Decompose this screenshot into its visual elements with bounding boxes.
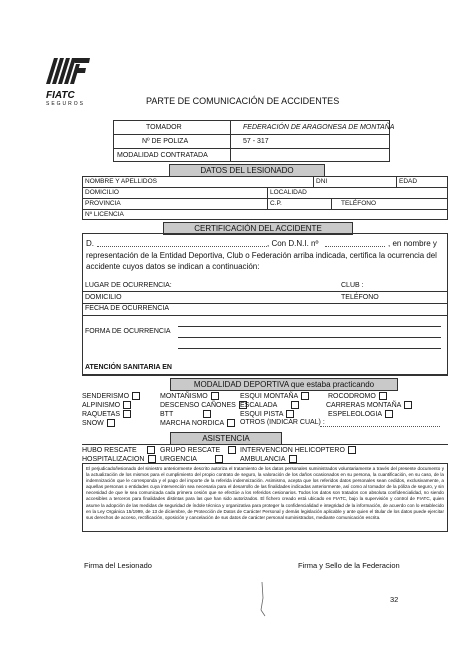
mod-escalada-label: ESCALADA (240, 401, 278, 409)
injured-table (82, 176, 448, 220)
assist-group-checkbox[interactable] (228, 446, 236, 454)
certification-section-header: CERTIFICACIÓN DEL ACCIDENTE (163, 222, 353, 235)
modality-section-header: MODALIDAD DEPORTIVA que estaba practicando (170, 378, 398, 391)
cert-phone-label: TELÉFONO (341, 294, 379, 301)
cert-line2: representación de la Entidad Deportiva, Club o Federación arriba indicada, certifica la ocurrencia del (86, 251, 437, 260)
mod-carreras-label: CARRERAS MONTAÑA (326, 401, 402, 409)
assist-rescue[interactable] (82, 446, 155, 455)
address-field-label: DOMICILIO (85, 189, 119, 196)
assist-ambulance-label: AMBULANCIA (240, 455, 286, 463)
phone-field-label: TELÉFONO (341, 200, 377, 207)
age-field-label: EDAD (399, 178, 418, 185)
mod-otros[interactable] (240, 419, 325, 427)
place-label: LUGAR DE OCURRENCIA: (85, 282, 172, 289)
mod-esqui-pista-label: ESQUI PISTA (240, 410, 284, 418)
assist-heli[interactable] (240, 446, 356, 455)
mod-montanismo-label: MONTAÑISMO (160, 392, 208, 400)
mod-descenso[interactable] (160, 401, 247, 410)
certification-box (82, 233, 448, 376)
assist-heli-label: INTERVENCION HELICOPTERO (240, 446, 345, 454)
town-field-label: LOCALIDAD (270, 189, 307, 196)
assist-heli-checkbox[interactable] (348, 446, 356, 454)
fiatc-logo-mark (44, 56, 92, 86)
mod-btt-checkbox[interactable] (203, 410, 211, 418)
assist-hosp-label: HOSPITALIZACION (82, 455, 145, 463)
mod-esqui-montana-label: ESQUI MONTAÑA (240, 392, 299, 400)
mod-btt[interactable] (160, 410, 211, 419)
assist-ambulance-checkbox[interactable] (289, 455, 297, 463)
mod-marcha-checkbox[interactable] (227, 419, 235, 427)
mod-snow[interactable] (82, 419, 115, 428)
license-field-label: Nº LICENCIA (85, 211, 124, 218)
mod-esqui-pista[interactable] (240, 410, 294, 419)
injured-section-header: DATOS DEL LESIONADO (169, 164, 325, 177)
mod-alpinismo[interactable] (82, 401, 131, 410)
mod-montanismo[interactable] (160, 392, 219, 401)
assist-hosp-checkbox[interactable] (148, 455, 156, 463)
logo-subtitle: SEGUROS (46, 101, 86, 107)
cert-d-label: D. (86, 239, 94, 248)
mod-alpinismo-checkbox[interactable] (123, 401, 131, 409)
assist-urgency-label: URGENCIA (160, 455, 197, 463)
mod-rocodromo-checkbox[interactable] (379, 392, 387, 400)
club-label: CLUB : (341, 282, 364, 289)
mod-marcha-label: MARCHA NORDICA (160, 419, 225, 427)
mod-senderismo-label: SENDERISMO (82, 392, 130, 400)
cert-tail-text: , en nombre y (388, 239, 437, 248)
mod-carreras[interactable] (326, 401, 412, 410)
logo-brand: FIATC (46, 90, 75, 101)
policy-holder-label: TOMADOR (146, 124, 182, 131)
pen-mark (255, 580, 269, 620)
assist-group-label: GRUPO RESCATE (160, 446, 221, 454)
policy-holder-value: FEDERACIÓN DE ARAGONESA DE MONTAÑA (243, 124, 395, 131)
mod-espeleologia-label: ESPELEOLOGIA (328, 410, 383, 418)
mod-senderismo-checkbox[interactable] (132, 392, 140, 400)
policy-number-value: 57 - 317 (243, 138, 269, 145)
mod-otros-label: OTROS (INDICAR CUAL) : (240, 419, 325, 426)
care-label: ATENCIÓN SANITARIA EN (85, 364, 172, 371)
mod-descenso-label: DESCENSO CAÑONES (160, 401, 236, 409)
mod-otros-input[interactable] (320, 426, 440, 427)
mod-marcha[interactable] (160, 419, 235, 428)
mod-esqui-montana-checkbox[interactable] (301, 392, 309, 400)
province-field-label: PROVINCIA (85, 200, 121, 207)
policy-table (113, 120, 395, 162)
mod-raquetas-label: RAQUETAS (82, 410, 120, 418)
mod-btt-label: BTT (160, 410, 174, 418)
assistance-section-header: ASISTENCIA (170, 432, 282, 445)
mod-montanismo-checkbox[interactable] (211, 392, 219, 400)
mod-senderismo[interactable] (82, 392, 140, 401)
mod-espeleologia-checkbox[interactable] (385, 410, 393, 418)
page-number: 32 (390, 595, 399, 604)
mod-raquetas[interactable] (82, 410, 131, 419)
cert-dni-label: , Con D.N.I. nº (267, 239, 319, 248)
data-protection-notice: El perjudicado/lesionado del siniestro anteriormente descrito autoriza el tratamiento de los datos personales suministrados voluntariamente a través del presente documento y la actualización de los mismos para el cumplimiento del propio contrato de seguro, la valoración de los daños ocasionados en su persona, la cuantificación, en su caso, de la indemnización que le corresponda y el pago del importe de la referida indemnización. Asimismo, acepta que los referidos datos personales sean cedidos, exclusivamente, a aquellas personas o entidades cuya intervención sea necesaria para el desarrollo de las finalidades indicadas anteriormente, así como al tomador de la póliza de seguro, y sin necesidad de que le sea comunicada cada primera cesión que se efectúe a los referidos cesionarios. Todos los datos son tratados con absoluta confidencialidad, no siendo accesibles a terceros para finalidades distintas para las que han sido autorizados. El fichero creado está ubicado en FIATC, bajo la supervisión y control de FIATC, quien asume la adopción de las medidas de seguridad de índole técnica y organizativa para proteger la confidencialidad e integridad de la información, de acuerdo con lo establecido en la Ley Orgánica 15/1999, de 13 de diciembre, de Protección de Datos de Carácter Personal y demás legislación aplicable y ante quien el titular de los datos puede ejercitar sus derechos de acceso, rectificación, oposición y cancelación de sus datos de carácter personal suministrados, mediante comunicación escrita. (82, 463, 448, 532)
page-title: PARTE DE COMUNICACIÓN DE ACCIDENTES (146, 96, 340, 106)
cp-field-label: C.P. (270, 200, 282, 207)
mod-rocodromo-label: ROCODROMO (328, 392, 376, 400)
name-field-label: NOMBRE Y APELLIDOS (85, 178, 158, 185)
mod-escalada[interactable] (240, 401, 299, 410)
how-label: FORMA DE OCURRENCIA (85, 328, 171, 335)
date-label: FECHA DE OCURRENCIA (85, 305, 170, 312)
mod-rocodromo[interactable] (328, 392, 387, 401)
cert-line3: accidente cuyos datos se indican a continuación: (86, 262, 260, 271)
injured-signature-label: Firma del Lesionado (84, 561, 152, 570)
mod-escalada-checkbox[interactable] (291, 401, 299, 409)
cert-address-label: DOMICILIO (85, 294, 122, 301)
mod-snow-label: SNOW (82, 419, 104, 427)
dni-field-label: DNI (316, 178, 328, 185)
assist-rescue-checkbox[interactable] (147, 446, 155, 454)
mod-espeleologia[interactable] (328, 410, 393, 419)
assist-urgency-checkbox[interactable] (215, 455, 223, 463)
mod-esqui-montana[interactable] (240, 392, 309, 401)
mod-snow-checkbox[interactable] (107, 419, 115, 427)
mod-raquetas-checkbox[interactable] (123, 410, 131, 418)
contracted-mode-label: MODALIDAD CONTRATADA (117, 152, 208, 159)
fiatc-logo (44, 56, 92, 107)
assist-group[interactable] (160, 446, 236, 455)
assist-rescue-label: HUBO RESCATE (82, 446, 137, 454)
mod-carreras-checkbox[interactable] (404, 401, 412, 409)
federation-signature-label: Firma y Sello de la Federacion (298, 561, 400, 570)
mod-alpinismo-label: ALPINISMO (82, 401, 121, 409)
mod-esqui-pista-checkbox[interactable] (286, 410, 294, 418)
policy-number-label: Nº DE POLIZA (142, 138, 189, 145)
